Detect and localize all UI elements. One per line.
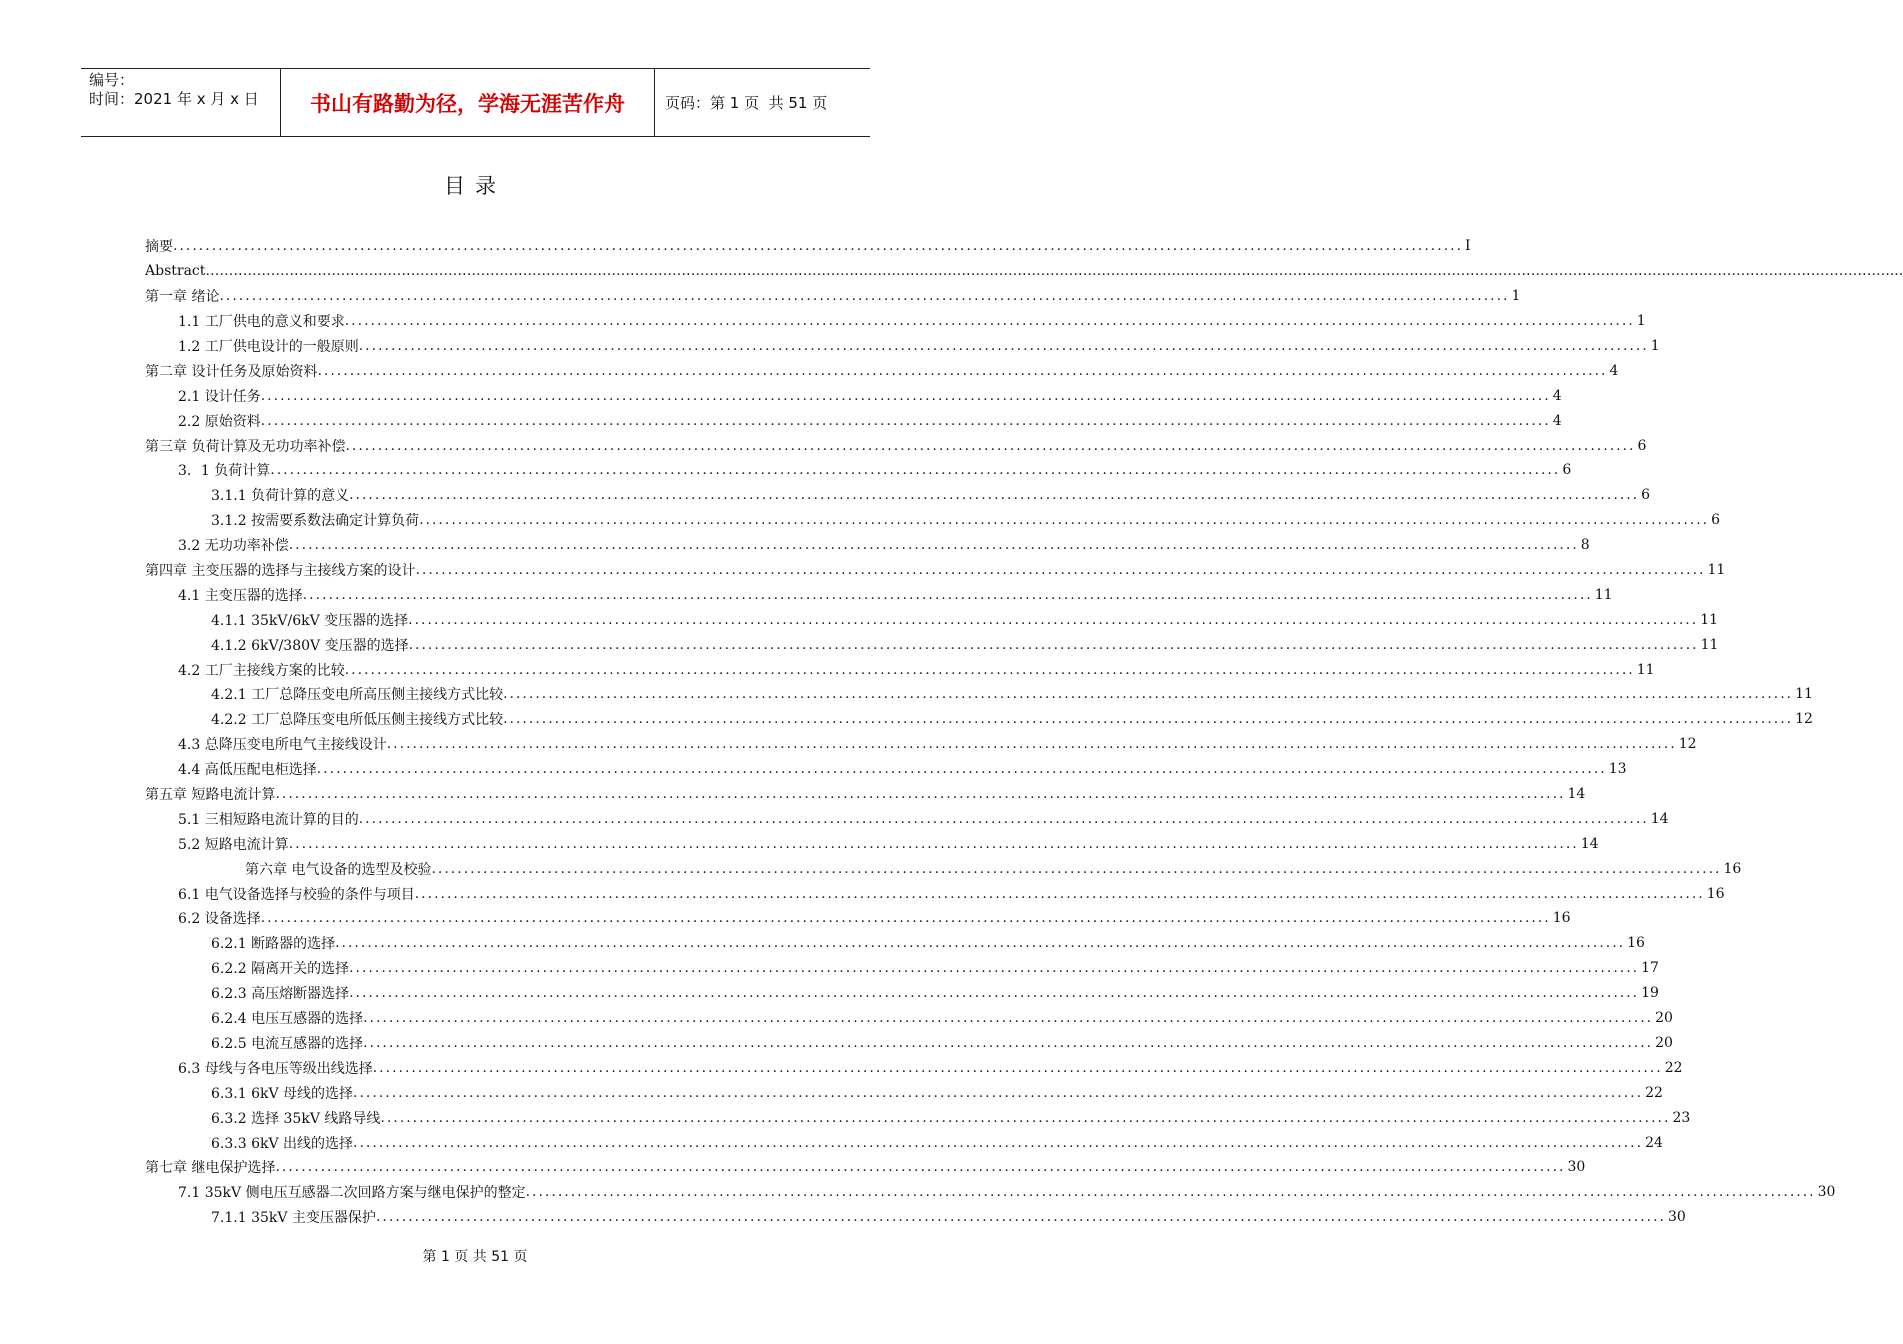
toc-entry-title: 5.1 三相短路电流计算的目的 xyxy=(178,811,359,828)
toc-leader: ........................................................................................................................................................................................................ xyxy=(372,1059,1663,1076)
toc-leader: ........................................................................................................................................................................................................ xyxy=(349,960,1640,977)
toc-entry-title: 1.2 工厂供电设计的一般原则 xyxy=(178,339,359,355)
toc-entry[interactable] xyxy=(145,483,1651,508)
toc-leader: ........................................................................................................................................................................................................ xyxy=(353,1134,1644,1151)
toc-entry-title: 6.3.2 选择 35kV 线路导线 xyxy=(211,1110,381,1127)
toc-entry[interactable] xyxy=(145,1080,1663,1105)
header-page-info xyxy=(655,69,870,136)
toc-entry[interactable] xyxy=(145,1031,1673,1056)
toc-entry-title: 4.4 高低压配电柜选择 xyxy=(178,762,317,779)
toc-leader: ........................................................................................................................................................................................................ xyxy=(349,487,1640,504)
toc-entry-page: 6 xyxy=(1562,462,1572,479)
toc-entry-title: 4.2.1 工厂总降压变电所高压侧主接线方式比较 xyxy=(211,687,504,704)
toc-leader: ........................................................................................................................................................................................................ xyxy=(344,313,1635,330)
toc-entry-page: 24 xyxy=(1645,1134,1663,1151)
toc-leader: ........................................................................................................................................................................................................ xyxy=(345,437,1636,454)
toc-entry-page: 20 xyxy=(1655,1010,1673,1027)
toc-leader: ........................................................................................................................................................................................................ xyxy=(335,935,1626,952)
toc-leader: ........................................................................................................................................................................................................ xyxy=(363,1010,1654,1027)
toc-leader: ........................................................................................................................................................................................................ xyxy=(270,462,1561,479)
toc-entry-page: 11 xyxy=(1700,636,1719,653)
header-motto: 书山有路勤为径，学海无涯苦作舟 xyxy=(281,69,655,136)
toc-entry-page: 4 xyxy=(1609,362,1619,379)
toc-leader: ........................................................................................................................................................................................................ xyxy=(419,512,1710,529)
toc-entry[interactable] xyxy=(145,433,1647,458)
toc-leader: ........................................................................................................................................................................................................ xyxy=(275,786,1566,803)
toc-entry-title: 第四章 主变压器的选择与主接线方案的设计 xyxy=(145,563,416,580)
toc-entry-page: 23 xyxy=(1672,1109,1691,1126)
toc-entry[interactable] xyxy=(145,383,1562,408)
toc-entry[interactable] xyxy=(145,682,1813,707)
toc-entry-page: 6 xyxy=(1641,487,1651,504)
toc-entry-title: 6.2.5 电流互感器的选择 xyxy=(211,1035,364,1052)
toc-entry[interactable] xyxy=(145,234,1471,259)
toc-leader: ........................................................................................................................................................................................................ xyxy=(375,1209,1666,1226)
toc-entry-title: 7.1.1 35kV 主变压器保护 xyxy=(211,1210,376,1227)
toc-leader: ........................................................................................................................................................................................................ xyxy=(431,860,1722,877)
toc-entry[interactable] xyxy=(145,284,1521,309)
toc-entry-page: 11 xyxy=(1700,611,1719,628)
toc-entry-page: 17 xyxy=(1641,960,1659,977)
toc-leader: ........................................................................................................................................................................................................ xyxy=(260,412,1551,429)
toc-entry-page: 16 xyxy=(1723,860,1742,877)
toc-entry[interactable] xyxy=(145,757,1627,782)
toc-entry-page: 16 xyxy=(1552,910,1571,927)
toc-entry-title: 3．1 负荷计算 xyxy=(178,463,271,480)
toc-leader: ........................................................................................................................................................................................................ xyxy=(503,711,1794,728)
toc-entry-title: 6.3.3 6kV 出线的选择 xyxy=(211,1135,354,1152)
toc-leader: ........................................................................................................................................................................................................ xyxy=(317,362,1608,379)
toc-entry-title: 6.2.1 断路器的选择 xyxy=(211,936,336,953)
toc-entry-page: 11 xyxy=(1594,586,1613,603)
toc-entry-page: 4 xyxy=(1552,387,1562,404)
toc-leader: ........................................................................................................................................................................................................ xyxy=(344,661,1635,678)
toc-entry[interactable] xyxy=(145,1205,1686,1230)
toc-entry[interactable] xyxy=(145,458,1572,483)
toc-leader: ........................................................................................................................................................................................................ xyxy=(415,562,1706,579)
toc-entry-title: 2.1 设计任务 xyxy=(178,388,261,405)
toc-entry[interactable] xyxy=(145,956,1659,981)
toc-entry-title: 3.1.2 按需要系数法确定计算负荷 xyxy=(211,513,420,530)
toc-entry[interactable] xyxy=(145,657,1655,682)
toc-entry-title: 第三章 负荷计算及无功功率补偿 xyxy=(145,438,346,455)
toc-leader: ........................................................................................................................................................................................................ xyxy=(288,537,1579,554)
toc-entry-page: 4 xyxy=(1552,412,1562,429)
toc-entry-page: 13 xyxy=(1608,761,1627,778)
toc-entry-page: I xyxy=(1465,238,1471,255)
toc-entry-title: 第六章 电气设备的选型及校验 xyxy=(245,861,432,878)
toc-entry[interactable] xyxy=(145,856,1742,881)
toc-entry[interactable] xyxy=(145,508,1721,533)
toc-entry-page: 8 xyxy=(1580,537,1590,554)
toc-entry[interactable] xyxy=(145,806,1669,831)
toc-entry-page: 14 xyxy=(1567,786,1586,803)
toc-entry-title: 摘要 xyxy=(145,239,173,256)
toc-entry-page: 1 xyxy=(1511,288,1521,305)
toc-entry-title: 第五章 短路电流计算 xyxy=(145,787,276,804)
toc-leader: ........................................................................................................................................................................................................ xyxy=(353,1084,1644,1101)
toc-entry-page: 1 xyxy=(1636,313,1646,330)
number-label: 编号： xyxy=(89,71,135,89)
toc-entry-title: 2.2 原始资料 xyxy=(178,413,261,430)
toc-entry[interactable] xyxy=(145,1105,1691,1130)
toc-entry[interactable] xyxy=(145,632,1719,657)
toc-entry-page: 6 xyxy=(1637,437,1647,454)
toc-entry-title: 6.2.4 电压互感器的选择 xyxy=(211,1011,364,1028)
toc-entry-page: 22 xyxy=(1664,1059,1683,1076)
toc-leader: ........................................................................................................................................................................................................ xyxy=(302,586,1593,603)
toc-title: 目录 xyxy=(444,174,506,198)
toc-leader: ........................................................................................................................................................................................................ xyxy=(408,636,1699,653)
toc-entry-title: 4.1.1 35kV/6kV 变压器的选择 xyxy=(211,612,409,629)
toc-leader: ........................................................................................................................................................................................................ xyxy=(408,611,1699,628)
toc-entry[interactable] xyxy=(145,1155,1586,1180)
page-info-text: 页码：第 1 页 共 51 页 xyxy=(665,94,828,112)
toc-entry-title: 第一章 绪论 xyxy=(145,289,220,306)
toc-leader: ........................................................................................................................................................................................................ xyxy=(316,761,1607,778)
toc-entry-title: 6.2 设备选择 xyxy=(178,911,261,928)
toc-leader: ........................................................................................................................................................................................................ xyxy=(525,1184,1816,1201)
toc-entry-page: 30 xyxy=(1667,1209,1686,1226)
toc-entry-title: 3.1.1 负荷计算的意义 xyxy=(211,488,350,505)
toc-entry[interactable] xyxy=(145,881,1725,906)
toc-entry[interactable] xyxy=(145,831,1599,856)
toc-entry-title: 4.2 工厂主接线方案的比较 xyxy=(178,662,345,679)
toc-entry-title: 3.2 无功功率补偿 xyxy=(178,538,289,555)
toc-entry[interactable] xyxy=(145,782,1586,807)
toc-entry-page: 11 xyxy=(1636,661,1655,678)
toc-leader: ........................................................................................................................................................................................................ xyxy=(275,1159,1566,1176)
toc-entry[interactable] xyxy=(145,732,1697,757)
toc-entry-page: 30 xyxy=(1817,1184,1836,1201)
toc-entry[interactable] xyxy=(145,408,1562,433)
toc-leader: ........................................................................................................................................................................................................ xyxy=(414,885,1705,902)
toc-entry-title: 第七章 继电保护选择 xyxy=(145,1160,276,1177)
toc-entry-title: 6.2.2 隔离开关的选择 xyxy=(211,961,350,978)
toc-entry-title: 7.1 35kV 侧电压互感器二次回路方案与继电保护的整定 xyxy=(178,1185,526,1202)
toc-entry[interactable] xyxy=(145,558,1726,583)
toc-entry-title: 6.1 电气设备选择与校验的条件与项目 xyxy=(178,886,415,903)
toc-leader: ........................................................................................................................................................................................................ xyxy=(380,1109,1671,1126)
toc-entry-page: 14 xyxy=(1650,810,1669,827)
toc-entry[interactable] xyxy=(145,607,1719,632)
toc-leader: ........................................................................................................................................................................................................ xyxy=(219,288,1510,305)
toc-entry-title: 第二章 设计任务及原始资料 xyxy=(145,363,318,380)
toc-entry-title: 1.1 工厂供电的意义和要求 xyxy=(178,314,345,331)
toc-entry-title: Abstract xyxy=(145,263,206,280)
toc-entry-page: 20 xyxy=(1655,1034,1673,1051)
toc-entry[interactable] xyxy=(145,533,1590,558)
toc-entry-title: 6.3.1 6kV 母线的选择 xyxy=(211,1085,354,1102)
toc-leader: ........................................................................................................................................................................................................ xyxy=(503,686,1794,703)
header-meta xyxy=(81,69,281,136)
toc-entry-page: 22 xyxy=(1645,1084,1663,1101)
toc-entry-page: 16 xyxy=(1627,935,1645,952)
toc-leader: ........................................................................................................................................................................................................ xyxy=(260,387,1551,404)
toc-entry-page: 16 xyxy=(1706,885,1725,902)
toc-entry-page: 1 xyxy=(1650,338,1660,354)
toc-entry-page: 30 xyxy=(1567,1159,1586,1176)
toc-leader: ........................................................................................................................................................................................................ xyxy=(358,338,1649,354)
toc-entry[interactable] xyxy=(145,582,1613,607)
toc-entry[interactable] xyxy=(145,1180,1836,1205)
time-label: 时间：2021 年 x 月 x 日 xyxy=(89,90,259,108)
toc-entry[interactable] xyxy=(145,906,1571,931)
toc-entry[interactable] xyxy=(145,309,1646,334)
table-of-contents xyxy=(145,234,1903,1230)
page-footer: 第 1 页 共 51 页 xyxy=(422,1249,528,1265)
toc-entry[interactable] xyxy=(145,259,1903,284)
toc-leader: ........................................................................................................................................................................................................ xyxy=(363,1034,1654,1051)
toc-entry-page: 6 xyxy=(1711,512,1721,529)
toc-entry-page: 11 xyxy=(1795,686,1813,703)
toc-entry[interactable] xyxy=(145,707,1813,732)
toc-entry[interactable] xyxy=(145,1130,1663,1155)
toc-leader: ........................................................................................................................................................................................................ xyxy=(288,835,1579,852)
toc-entry-title: 6.2.3 高压熔断器选择 xyxy=(211,986,350,1003)
toc-leader: ........................................................................................................................................................................................................ xyxy=(173,238,1464,255)
toc-entry[interactable] xyxy=(145,981,1659,1006)
toc-entry[interactable] xyxy=(145,358,1619,383)
toc-entry-page: 12 xyxy=(1678,736,1697,753)
toc-entry-page: 19 xyxy=(1641,985,1659,1002)
toc-entry-page: 12 xyxy=(1795,711,1813,728)
toc-entry[interactable] xyxy=(145,1006,1673,1031)
toc-entry[interactable] xyxy=(145,1055,1683,1080)
toc-leader: ........................................................................................................................................................................................................ xyxy=(260,910,1551,927)
toc-entry-title: 4.3 总降压变电所电气主接线设计 xyxy=(178,737,387,754)
toc-leader: ........................................................................................................................................................................................................ xyxy=(386,736,1677,753)
toc-entry-title: 4.2.2 工厂总降压变电所低压侧主接线方式比较 xyxy=(211,712,504,729)
toc-leader: ……………………………………………………………………………………………………………………………………………………………………………………………………………………………………………………………………………………………………………………………….... xyxy=(205,263,1903,280)
toc-entry[interactable] xyxy=(145,334,1660,359)
toc-leader: ........................................................................................................................................................................................................ xyxy=(358,810,1649,827)
page-header xyxy=(81,68,870,137)
toc-entry-title: 6.3 母线与各电压等级出线选择 xyxy=(178,1060,373,1077)
toc-entry-title: 5.2 短路电流计算 xyxy=(178,836,289,853)
toc-entry-page: 11 xyxy=(1707,562,1726,579)
toc-entry-title: 4.1.2 6kV/380V 变压器的选择 xyxy=(211,637,409,654)
toc-entry-title: 4.1 主变压器的选择 xyxy=(178,587,303,604)
toc-entry-page: 14 xyxy=(1580,835,1599,852)
toc-leader: ........................................................................................................................................................................................................ xyxy=(349,985,1640,1002)
toc-entry[interactable] xyxy=(145,931,1645,956)
